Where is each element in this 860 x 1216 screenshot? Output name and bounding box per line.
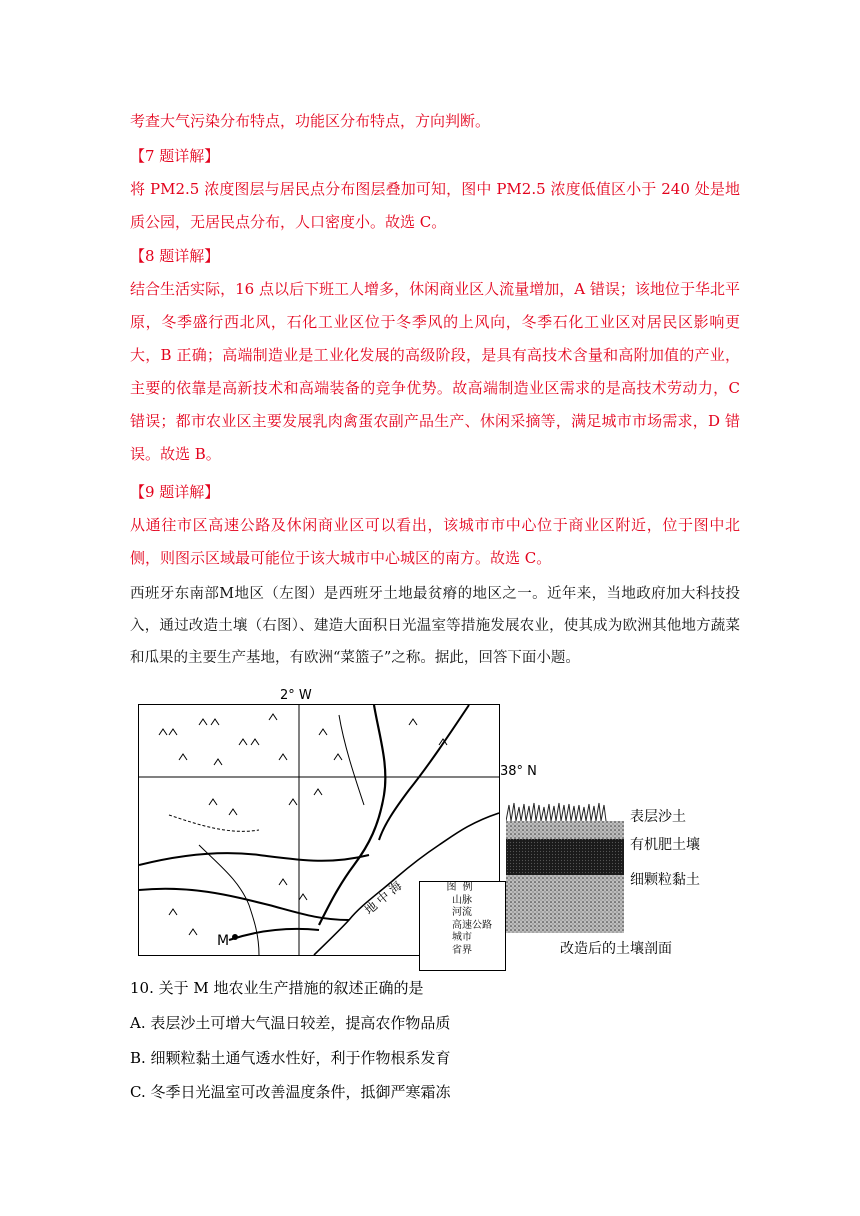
option-a: A. 表层沙土可增大气温日较差，提高农作物品质 bbox=[130, 1014, 451, 1032]
q7-header: 【7 题详解】 bbox=[130, 147, 220, 165]
sea-label: 地 中 海 bbox=[361, 878, 405, 918]
soil-layer3-label: 细颗粒黏土 bbox=[630, 872, 700, 888]
province-boundary bbox=[169, 815, 259, 831]
q7-explanation: 将 PM2.5 浓度图层与居民点分布图层叠加可知，图中 PM2.5 浓度低值区小于 240 处是地质公园，无居民点分布，人口密度小。故选 C。 bbox=[130, 180, 740, 231]
legend-item-mountain: 山脉 bbox=[452, 894, 472, 906]
q8-header: 【8 题详解】 bbox=[130, 247, 220, 265]
soil-caption: 改造后的土壤剖面 bbox=[560, 941, 672, 957]
highway-3 bbox=[139, 853, 369, 865]
mountain-symbols bbox=[159, 714, 447, 935]
question-intro: 西班牙东南部M地区（左图）是西班牙土地最贫瘠的地区之一。近年来，当地政府加大科技投入，通过改造土壤（右图）、建造大面积日光温室等措施发展农业，使其成为欧洲其他地方蔬菜和瓜果的主要生产基地，有欧洲“菜篮子”之称。据此，回答下面小题。 bbox=[130, 586, 740, 666]
legend-item-river: 河流 bbox=[452, 907, 472, 918]
legend-title: 图例 bbox=[446, 882, 479, 893]
legend-item-boundary: 省界 bbox=[452, 944, 472, 956]
highway-4 bbox=[139, 889, 349, 920]
figure-area bbox=[130, 688, 740, 963]
explanation-intro-line: 考查大气污染分布特点，功能区分布特点，方向判断。 bbox=[130, 112, 491, 130]
region-map bbox=[138, 704, 500, 956]
soil-profile-diagram bbox=[506, 793, 624, 933]
highway-1 bbox=[319, 705, 385, 925]
q9-header: 【9 题详解】 bbox=[130, 483, 220, 501]
soil-layer2-label: 有机肥土壤 bbox=[630, 837, 700, 853]
m-label: M bbox=[217, 933, 230, 949]
legend-item-highway: 高速公路 bbox=[452, 919, 492, 931]
question-stem: 10. 关于 M 地农业生产措施的叙述正确的是 bbox=[130, 979, 424, 997]
city-m-dot bbox=[232, 934, 238, 940]
sand-layer bbox=[506, 821, 624, 839]
organic-layer bbox=[506, 839, 624, 875]
highway-5 bbox=[229, 929, 319, 940]
legend-item-city: 城市 bbox=[452, 932, 472, 943]
clay-layer bbox=[506, 875, 624, 933]
q8-explanation: 结合生活实际，16 点以后下班工人增多，休闲商业区人流量增加，A 错误；该地位于华北平原，冬季盛行西北风，石化工业区位于冬季风的上风向，冬季石化工业区对居民区影响更大，B 正确；高端制造业是工业化发展的高级阶段，是具有高技术含量和高附加值的产业，主要的依靠是高新技术和高端装备的竞争优势。故高端制造业区需求的是高技术劳动力，C 错误；都市农业区主要发展乳肉禽蛋农副产品生产、休闲采摘等，满足城市市场需求，D 错误。故选 B。 bbox=[130, 280, 740, 463]
option-c: C. 冬季日光温室可改善温度条件，抵御严寒霜冻 bbox=[130, 1083, 451, 1101]
map-legend bbox=[419, 881, 506, 971]
highway-2 bbox=[379, 705, 469, 840]
grass-layer bbox=[506, 803, 606, 821]
latitude-label: 38° N bbox=[500, 764, 537, 779]
q9-explanation: 从通往市区高速公路及休闲商业区可以看出，该城市市中心位于商业区附近，位于图中北侧，则图示区域最可能位于该大城市中心城区的南方。故选 C。 bbox=[130, 516, 740, 567]
river-2 bbox=[339, 715, 364, 805]
soil-layer1-label: 表层沙土 bbox=[630, 809, 686, 825]
option-b: B. 细颗粒黏土通气透水性好，利于作物根系发育 bbox=[130, 1049, 451, 1067]
longitude-label: 2° W bbox=[280, 688, 312, 703]
